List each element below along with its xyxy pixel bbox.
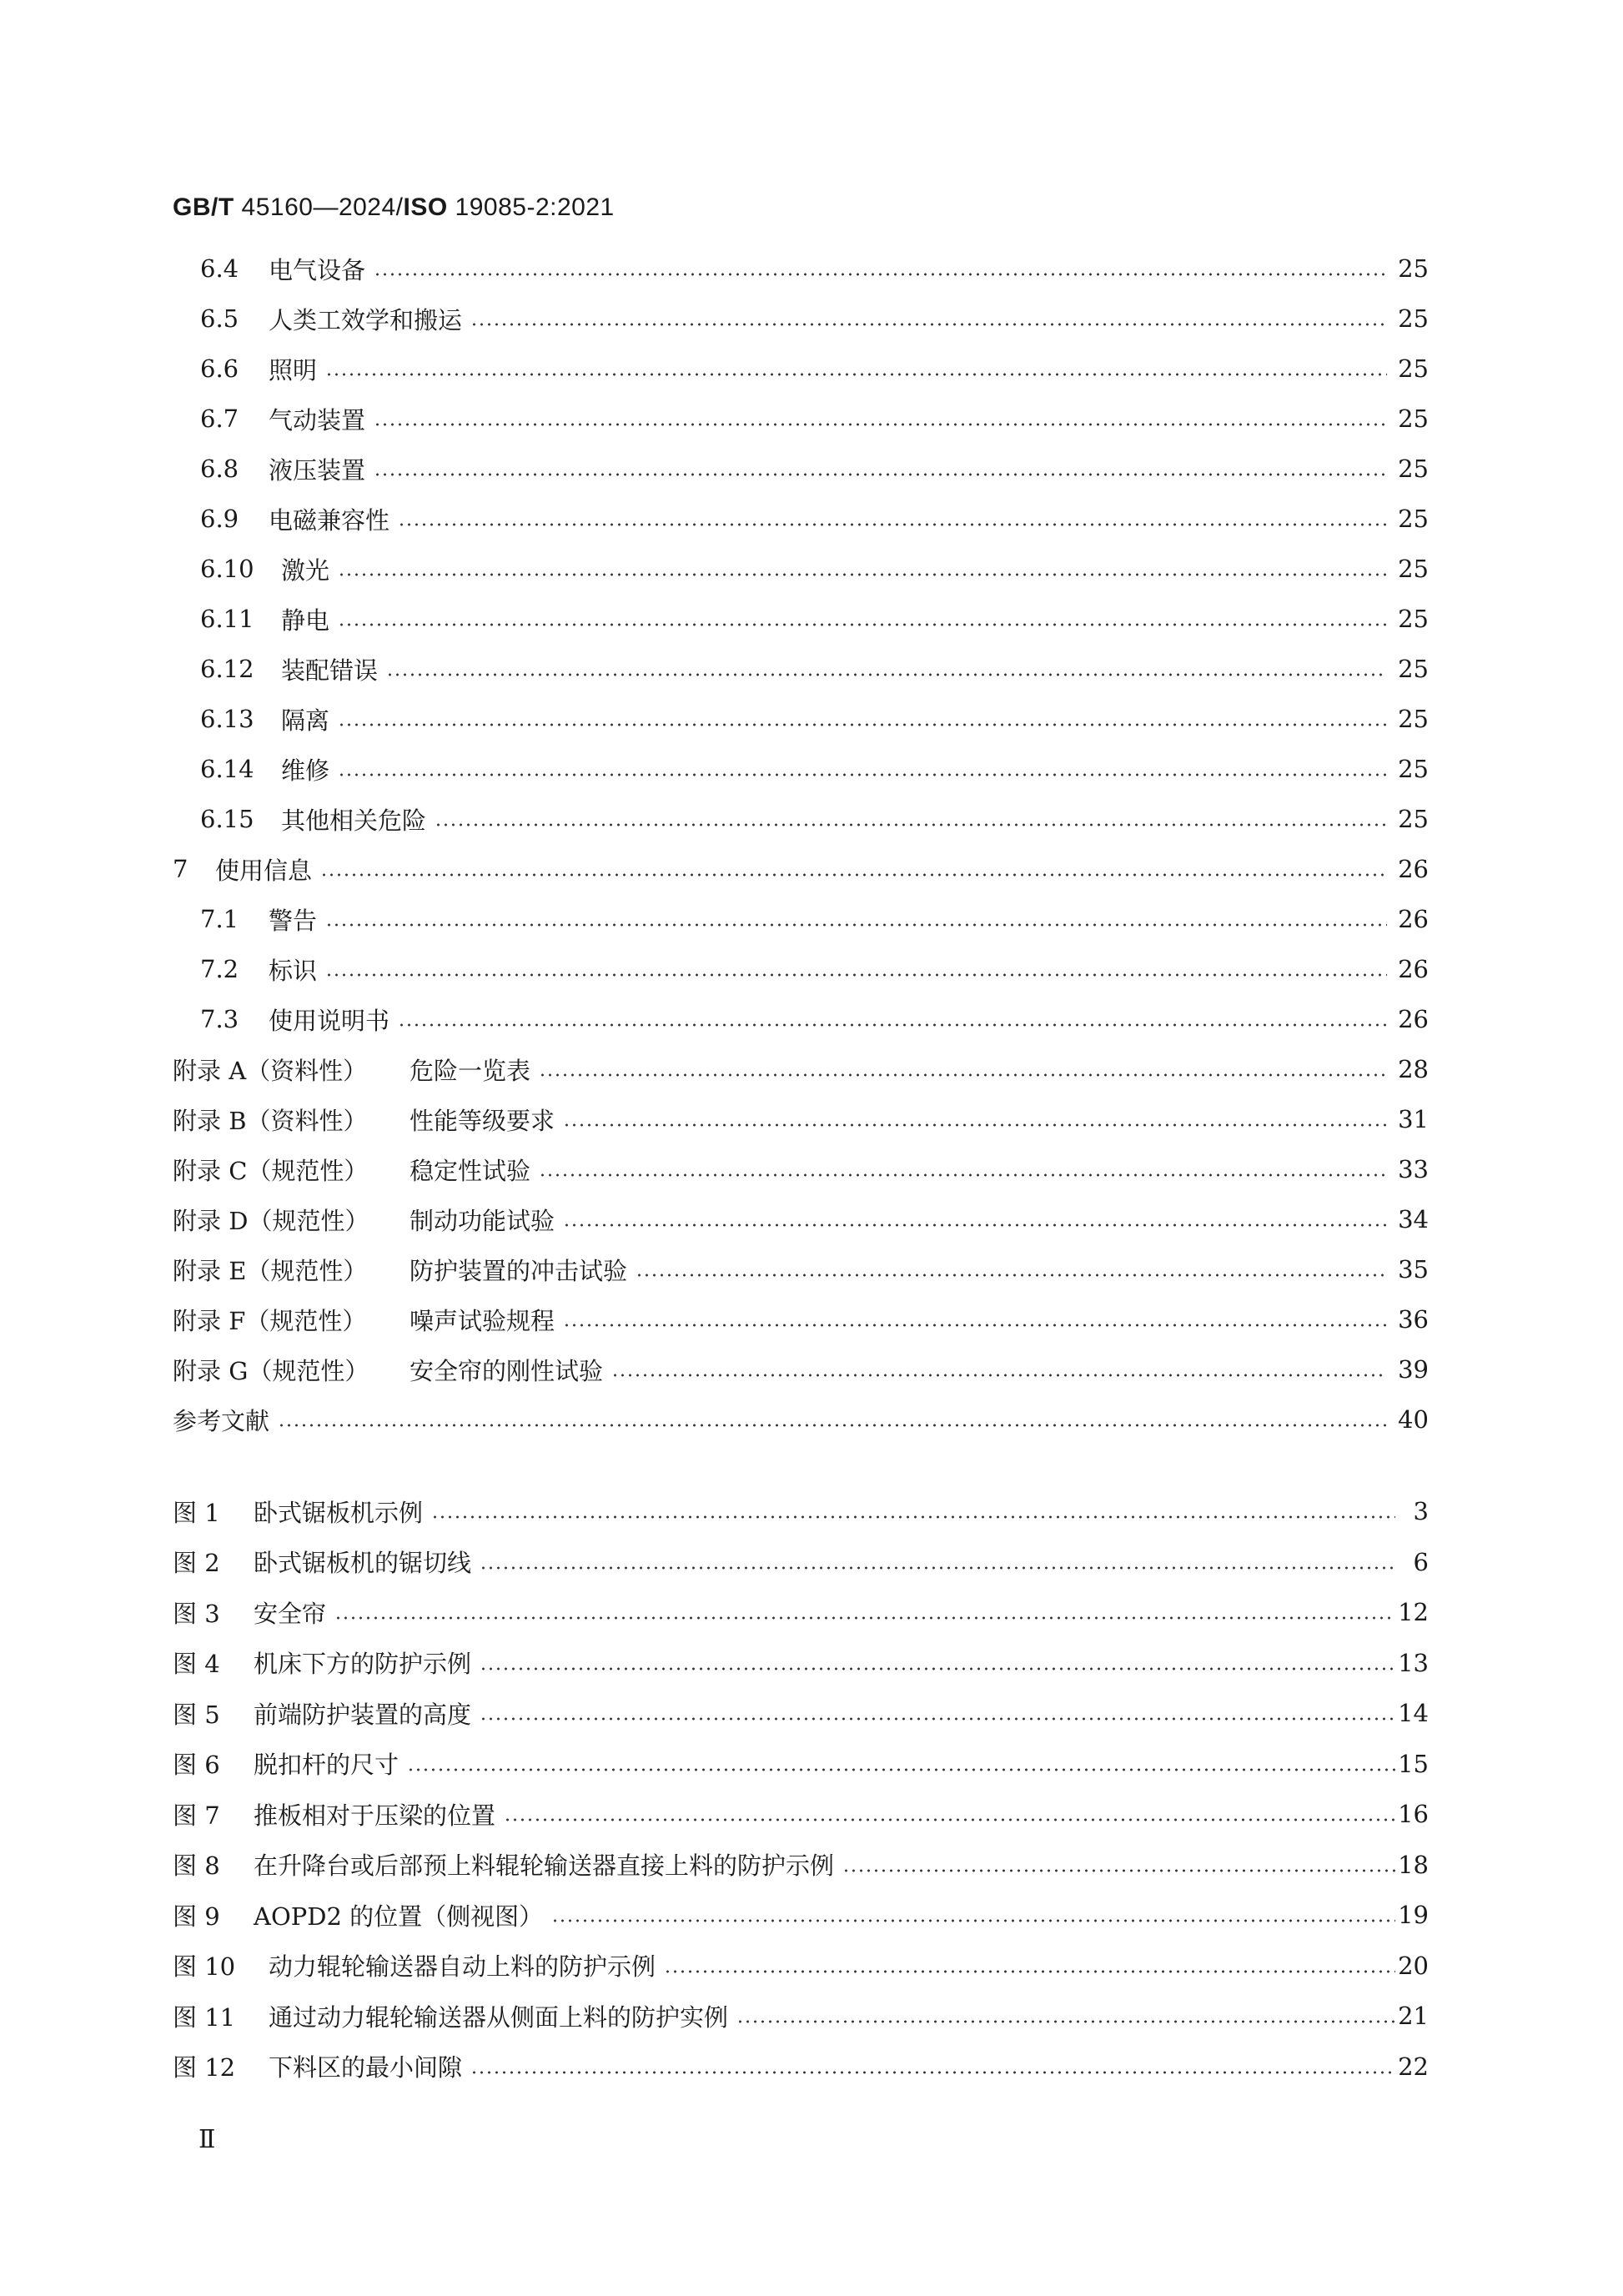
figure-entry-number: 图 3	[173, 1599, 220, 1628]
figure-entry-number: 图 12	[173, 2053, 236, 2082]
std-prefix: GB/T	[173, 193, 234, 221]
iso-number: 19085-2:2021	[455, 193, 615, 221]
figure-entry-row[interactable]	[0, 1947, 1623, 1984]
toc-entry-page: 36	[1398, 1305, 1429, 1334]
std-number: 45160—2024/	[241, 193, 404, 221]
toc-entry-page: 25	[1398, 505, 1429, 533]
toc-entry-row[interactable]	[0, 500, 1623, 537]
figure-entry-number: 图 5	[173, 1700, 220, 1729]
figure-entry-number: 图 6	[173, 1751, 220, 1779]
figure-entry-number: 图 7	[173, 1801, 220, 1830]
leader-dots	[480, 1665, 1395, 1673]
toc-entry-number: 附录 G（规范性）	[173, 1356, 369, 1385]
toc-entry-page: 26	[1398, 905, 1429, 933]
toc-entry-title: 激光	[281, 555, 330, 585]
toc-entry-title: 电气设备	[269, 255, 366, 284]
toc-entry-page: 35	[1398, 1255, 1429, 1284]
toc-entry-number: 附录 D（规范性）	[173, 1206, 369, 1235]
leader-dots	[470, 2068, 1395, 2077]
figure-entry-number: 图 1	[173, 1498, 220, 1527]
toc-entry-title: 气动装置	[269, 405, 366, 435]
toc-entry-title: 使用说明书	[269, 1006, 390, 1035]
toc-entry-title: 人类工效学和搬运	[269, 305, 463, 334]
toc-entry-number: 6.14	[200, 755, 254, 783]
toc-entry-row[interactable]	[0, 1051, 1623, 1088]
toc-entry-number: 7	[173, 855, 188, 883]
figure-entry-title: 动力辊轮输送器自动上料的防护示例	[269, 1952, 656, 1981]
toc-entry-number: 7.2	[200, 955, 239, 983]
toc-entry-number: 6.6	[200, 354, 239, 383]
toc-entry-number: 附录 E（规范性）	[173, 1256, 368, 1285]
toc-entry-page: 25	[1398, 755, 1429, 783]
figure-entry-row[interactable]	[0, 1695, 1623, 1731]
toc-entry-number: 6.5	[200, 304, 239, 333]
figure-entry-title: 通过动力辊轮输送器从侧面上料的防护实例	[269, 2002, 729, 2032]
toc-entry-row[interactable]	[0, 1151, 1623, 1188]
toc-entry-row[interactable]	[0, 651, 1623, 687]
toc-entry-row[interactable]	[0, 300, 1623, 337]
toc-entry-row[interactable]	[0, 701, 1623, 737]
figure-entry-number: 图 8	[173, 1851, 220, 1880]
toc-entry-row[interactable]	[0, 1351, 1623, 1388]
figure-entry-title: 推板相对于压梁的位置	[254, 1801, 496, 1830]
toc-entry-row[interactable]	[0, 901, 1623, 937]
figure-entry-number: 图 4	[173, 1650, 220, 1678]
leader-dots	[636, 1271, 1387, 1279]
toc-entry-title: 危险一览表	[410, 1056, 531, 1085]
figure-entry-page: 15	[1398, 1749, 1429, 1778]
leader-dots	[563, 1221, 1387, 1229]
figure-entry-page: 6	[1413, 1547, 1429, 1576]
figure-entry-row[interactable]	[0, 1846, 1623, 1883]
toc-entry-page: 39	[1398, 1355, 1429, 1384]
toc-entry-title: 防护装置的冲击试验	[410, 1256, 628, 1285]
toc-entry-row[interactable]	[0, 450, 1623, 487]
toc-entry-number: 7.1	[200, 905, 239, 933]
figure-entry-number: 图 2	[173, 1549, 220, 1577]
figure-entry-page: 20	[1398, 1951, 1429, 1980]
figure-entry-row[interactable]	[0, 1997, 1623, 2034]
toc-entry-title: 维修	[281, 756, 330, 785]
leader-dots	[539, 1171, 1387, 1179]
leader-dots	[338, 771, 1387, 779]
toc-entry-page: 26	[1398, 855, 1429, 883]
leader-dots	[842, 1866, 1395, 1875]
toc-entry-title: 隔离	[281, 706, 330, 735]
toc-entry-page: 25	[1398, 605, 1429, 633]
toc-entry-page: 25	[1398, 655, 1429, 683]
toc-entry-page: 25	[1398, 805, 1429, 833]
toc-entry-title: 警告	[269, 906, 318, 935]
leader-dots	[374, 270, 1387, 279]
standard-header	[173, 193, 615, 222]
figure-entry-page: 12	[1398, 1598, 1429, 1626]
figure-entry-title: 卧式锯板机的锯切线	[254, 1549, 472, 1577]
toc-entry-number: 6.11	[200, 605, 254, 633]
toc-entry-title: 装配错误	[281, 656, 379, 685]
toc-entry-title: 稳定性试验	[410, 1156, 531, 1185]
toc-entry-row[interactable]	[0, 250, 1623, 287]
leader-dots	[563, 1121, 1387, 1129]
leader-dots	[435, 821, 1387, 829]
toc-entry-title: 照明	[269, 355, 318, 384]
figure-entry-row[interactable]	[0, 1645, 1623, 1681]
toc-entry-number: 附录 A（资料性）	[173, 1056, 368, 1085]
figure-entry-title: 脱扣杆的尺寸	[254, 1751, 399, 1779]
toc-entry-number: 6.9	[200, 505, 239, 533]
toc-entry-row[interactable]	[0, 1301, 1623, 1338]
figure-entry-page: 3	[1413, 1497, 1429, 1525]
toc-entry-title: 其他相关危险	[281, 806, 427, 835]
figure-entry-page: 19	[1398, 1901, 1429, 1929]
toc-entry-row[interactable]	[0, 1001, 1623, 1037]
toc-entry-number: 6.12	[200, 655, 254, 683]
figure-entry-title: 前端防护装置的高度	[254, 1700, 472, 1729]
toc-entry-title: 静电	[281, 605, 330, 635]
toc-entry-row[interactable]	[0, 400, 1623, 437]
toc-entry-page: 25	[1398, 705, 1429, 733]
leader-dots	[334, 1614, 1395, 1622]
leader-dots	[325, 921, 1387, 929]
leader-dots	[551, 1917, 1395, 1925]
leader-dots	[338, 721, 1387, 729]
toc-entry-page: 31	[1398, 1105, 1429, 1133]
leader-dots	[325, 971, 1387, 979]
leader-dots	[431, 1513, 1395, 1521]
toc-entry-page: 25	[1398, 354, 1429, 383]
leader-dots	[338, 570, 1387, 579]
figure-entry-row[interactable]	[0, 1544, 1623, 1580]
toc-entry-title: 性能等级要求	[410, 1106, 555, 1135]
toc-entry-title: 标识	[269, 956, 318, 985]
toc-entry-page: 25	[1398, 254, 1429, 283]
toc-entry-row[interactable]	[0, 951, 1623, 987]
figure-entry-title: AOPD2 的位置（侧视图）	[254, 1902, 544, 1931]
leader-dots	[374, 470, 1387, 479]
toc-entry-title: 电磁兼容性	[269, 505, 390, 535]
toc-entry-number: 6.4	[200, 254, 239, 283]
figure-entry-number: 图 10	[173, 1952, 236, 1981]
toc-entry-row[interactable]	[0, 350, 1623, 387]
toc-entry-number: 6.13	[200, 705, 254, 733]
figure-entry-title: 安全帘	[254, 1599, 327, 1628]
toc-entry-row[interactable]	[0, 1201, 1623, 1238]
leader-dots	[386, 671, 1387, 679]
toc-entry-page: 26	[1398, 1005, 1429, 1033]
figure-entry-page: 13	[1398, 1648, 1429, 1677]
toc-entry-number: 6.10	[200, 555, 254, 583]
figure-entry-page: 14	[1398, 1699, 1429, 1727]
figure-entry-page: 22	[1398, 2052, 1429, 2081]
toc-entry-page: 26	[1398, 955, 1429, 983]
figure-entry-page: 18	[1398, 1850, 1429, 1879]
toc-entry-number: 附录 F（规范性）	[173, 1306, 367, 1335]
leader-dots	[480, 1715, 1395, 1723]
toc-entry-row[interactable]	[0, 1101, 1623, 1138]
leader-dots	[320, 871, 1387, 879]
figure-entry-row[interactable]	[0, 1796, 1623, 1832]
page-number-footer: Ⅱ	[198, 2125, 216, 2154]
toc-entry-number: 6.7	[200, 404, 239, 433]
figure-entry-row[interactable]	[0, 1897, 1623, 1933]
toc-entry-title: 噪声试验规程	[410, 1306, 555, 1335]
toc-entry-page: 25	[1398, 455, 1429, 483]
leader-dots	[407, 1766, 1395, 1774]
toc-entry-row[interactable]	[0, 1401, 1623, 1438]
toc-entry-page: 25	[1398, 404, 1429, 433]
toc-entry-number: 6.15	[200, 805, 254, 833]
figure-entry-page: 21	[1398, 2002, 1429, 2030]
leader-dots	[374, 420, 1387, 429]
toc-entry-page: 33	[1398, 1155, 1429, 1183]
toc-entry-page: 40	[1398, 1405, 1429, 1434]
figure-entry-number: 图 9	[173, 1902, 220, 1931]
toc-entry-page: 25	[1398, 304, 1429, 333]
toc-entry-page: 28	[1398, 1055, 1429, 1083]
toc-entry-row[interactable]	[0, 801, 1623, 837]
toc-entry-row[interactable]	[0, 550, 1623, 587]
leader-dots	[563, 1321, 1387, 1329]
leader-dots	[325, 370, 1387, 379]
toc-entry-title: 使用信息	[215, 856, 313, 885]
figure-entry-row[interactable]	[0, 1493, 1623, 1530]
leader-dots	[398, 1021, 1387, 1029]
leader-dots	[611, 1371, 1387, 1379]
toc-entry-title: 液压装置	[269, 455, 366, 485]
figure-entry-row[interactable]	[0, 1746, 1623, 1782]
toc-entry-number: 附录 B（资料性）	[173, 1106, 368, 1135]
toc-entry-page: 34	[1398, 1205, 1429, 1233]
toc-entry-row[interactable]	[0, 751, 1623, 787]
figure-entry-title: 在升降台或后部预上料辊轮输送器直接上料的防护示例	[254, 1851, 835, 1880]
toc-entry-number: 附录 C（规范性）	[173, 1156, 369, 1185]
leader-dots	[338, 620, 1387, 629]
leader-dots	[504, 1816, 1395, 1824]
toc-entry-title: 参考文献	[173, 1406, 270, 1435]
figure-entry-row[interactable]	[0, 1594, 1623, 1630]
leader-dots	[539, 1071, 1387, 1079]
figure-entry-page: 16	[1398, 1800, 1429, 1828]
leader-dots	[480, 1564, 1395, 1572]
leader-dots	[470, 320, 1387, 329]
toc-entry-number: 6.8	[200, 455, 239, 483]
figure-entry-title: 下料区的最小间隙	[269, 2053, 463, 2082]
toc-entry-title: 制动功能试验	[410, 1206, 555, 1235]
leader-dots	[398, 520, 1387, 529]
leader-dots	[278, 1421, 1387, 1429]
figure-entry-title: 机床下方的防护示例	[254, 1650, 472, 1678]
toc-entry-page: 25	[1398, 555, 1429, 583]
toc-entry-row[interactable]	[0, 600, 1623, 637]
leader-dots	[664, 1967, 1395, 1976]
figure-entry-number: 图 11	[173, 2002, 236, 2032]
leader-dots	[736, 2017, 1395, 2026]
iso-prefix: ISO	[403, 193, 448, 221]
toc-entry-number: 7.3	[200, 1005, 239, 1033]
figure-entry-row[interactable]	[0, 2048, 1623, 2085]
toc-entry-row[interactable]	[0, 1251, 1623, 1288]
toc-entry-title: 安全帘的刚性试验	[410, 1356, 604, 1385]
figure-entry-title: 卧式锯板机示例	[254, 1498, 424, 1527]
toc-entry-row[interactable]	[0, 851, 1623, 887]
